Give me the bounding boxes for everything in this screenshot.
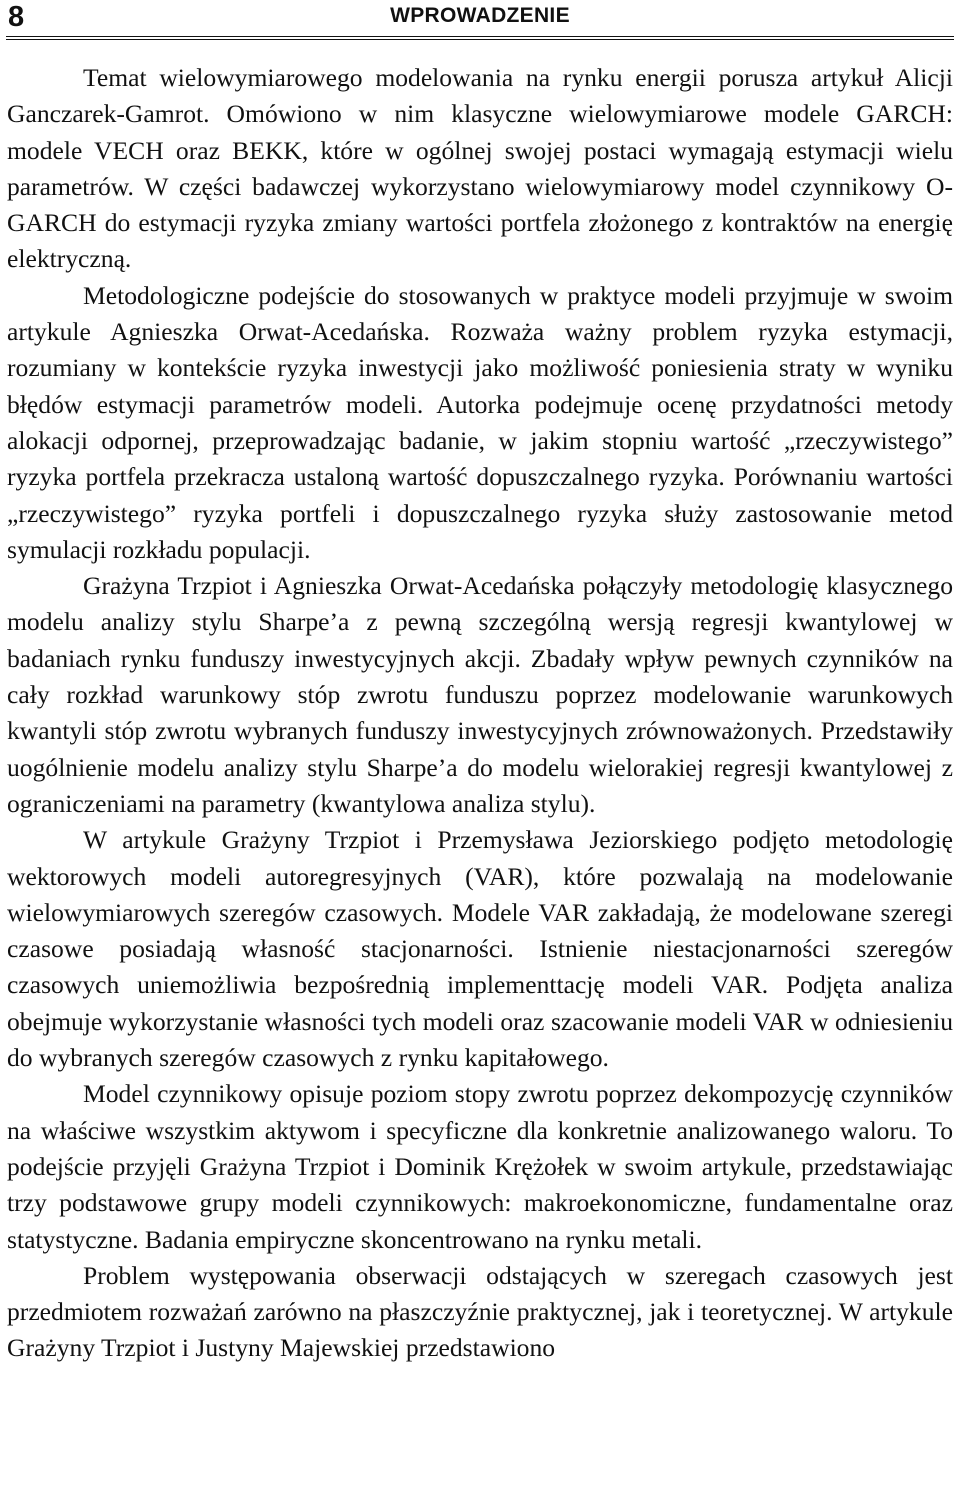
paragraph-trzpiot-orwat: Grażyna Trzpiot i Agnieszka Orwat-Acedańska połączyły metodologię klasycznego modelu analizy stylu Sharpe’a z pewną szczególną wersją regresji kwantylowej w badaniach rynku funduszy inwestycyjnych akcji. Zbadały wpływ pewnych czynników na cały rozkład warunkowy stóp zwrotu funduszu poprzez modelowanie warunkowych kwantyli stóp zwrotu wybranych funduszy inwestycyjnych zrównoważonych. Przedstawiły uogólnienie modelu analizy stylu Sharpe’a do modelu wielorakiej regresji kwantylowej z ograniczeniami na parametry (kwantylowa analiza stylu). (7, 571, 953, 818)
running-header (6, 0, 954, 40)
paragraph-trzpiot-jeziorski: W artykule Grażyny Trzpiot i Przemysława Jeziorskiego podjęto metodologię wektorowych modeli autoregresyjnych (VAR), które pozwalają na modelowanie wielowymiarowych szeregów czasowych. Modele VAR zakładają, że modelowane szeregi czasowe posiadają własność stacjonarności. Istnienie niestacjonarności szeregów czasowych uniemożliwia bezpośrednią implementtację modeli VAR. Podjęta analiza obejmuje wykorzystanie własności tych modeli oraz szacowanie modeli VAR w odniesieniu do wybranych szeregów czasowych z rynku kapitałowego. (7, 825, 953, 1073)
paragraph-trzpiot-krezolek: Model czynnikowy opisuje poziom stopy zwrotu poprzez dekompozycję czynników na właściwe wszystkim aktywom i specyficzne dla konkretnie analizowanego waloru. To podejście przyjęli Grażyna Trzpiot i Dominik Krężołek w swoim artykule, przedstawiając trzy podstawowe grupy modeli czynnikowych: makroekonomiczne, fundamentalne oraz statystyczne. Badania empiryczne skoncentrowano na rynku metali. (7, 1079, 953, 1254)
paragraph-orwat-acedanska: Metodologiczne podejście do stosowanych w praktyce modeli przyjmuje w swoim artykule Agnieszka Orwat-Acedańska. Rozważa ważny problem ryzyka estymacji, rozumiany w kontekście ryzyka inwestycji jako możliwość poniesienia straty w wyniku błędów estymacji parametrów modeli. Autorka podejmuje ocenę przydatności metody alokacji odpornej, przeprowadzając badanie, w jakim stopniu wartość „rzeczywistego” ryzyka portfela przekracza ustaloną wartość dopuszczalnego ryzyka. Porównaniu wartości „rzeczywistego” ryzyka portfeli i dopuszczalnego ryzyka służy zastosowanie metod symulacji rozkładu populacji. (7, 280, 953, 564)
paragraph-trzpiot-majewska: Problem występowania obserwacji odstających w szeregach czasowych jest przedmiotem rozważań zarówno na płaszczyźnie praktycznej, jak i teoretycznej. W artykule Grażyny Trzpiot i Justyny Majewskiej przedstawiono (7, 1260, 953, 1363)
page-number: 8 (8, 1, 25, 33)
body-text (7, 60, 953, 1367)
paragraph-ganczarek: Temat wielowymiarowego modelowania na rynku energii porusza artykuł Alicji Ganczarek-Gamrot. Omówiono w nim klasyczne wielowymiarowe modele GARCH: modele VECH oraz BEKK, które w ogólnej swojej postaci wymagają estymacji wielu parametrów. W części badawczej wykorzystano wielowymiarowy model czynnikowy O-GARCH do estymacji ryzyka zmiany wartości portfela złożonego z kontraktów na energię elektryczną. (7, 63, 953, 274)
running-title: WPROWADZENIE (390, 4, 570, 27)
